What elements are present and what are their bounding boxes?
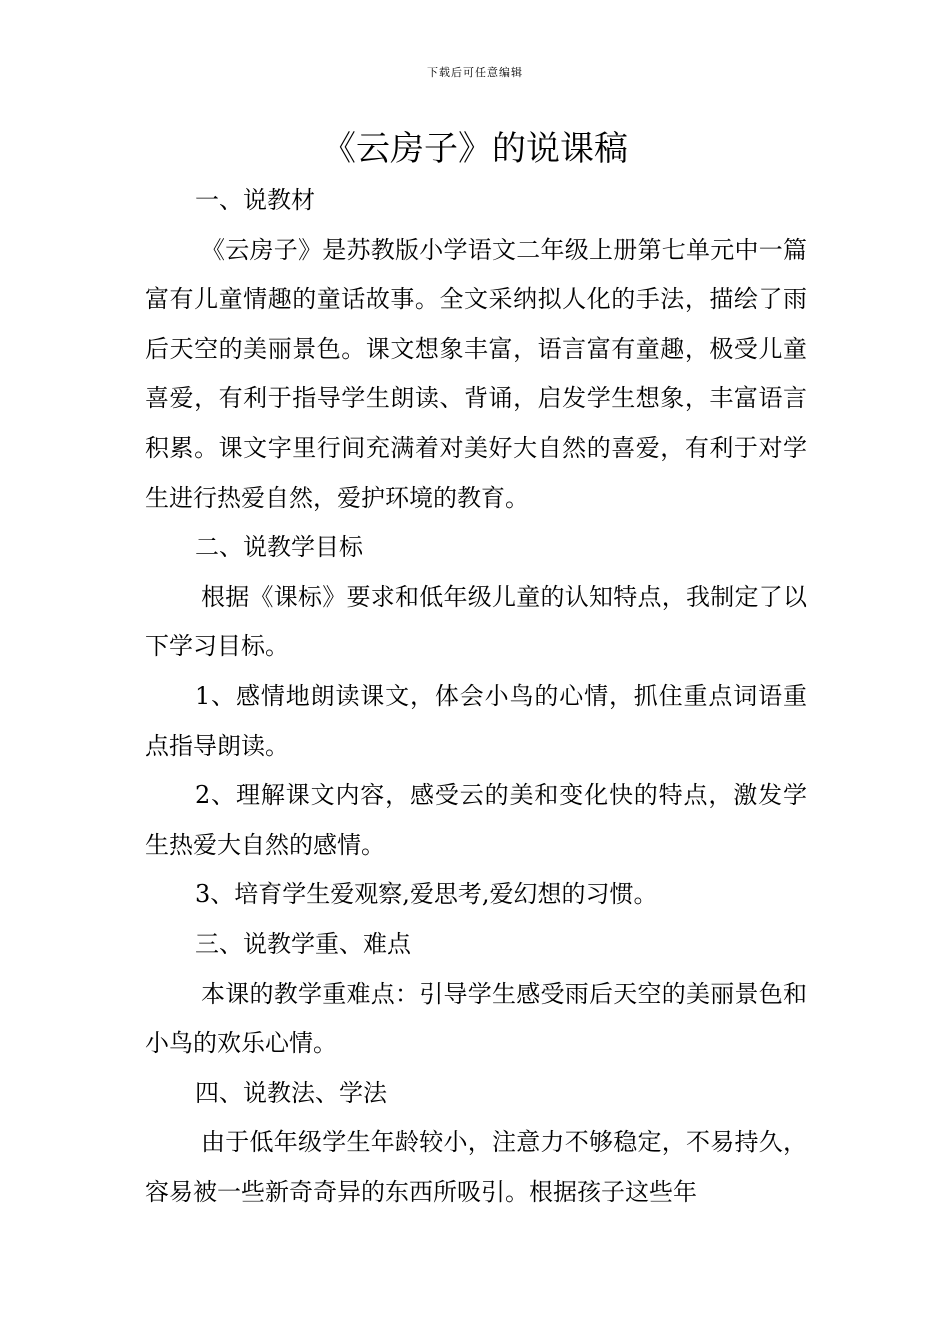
paragraph-goals-intro: 根据《课标》要求和低年级儿童的认知特点，我制定了以下学习目标。: [145, 582, 807, 661]
section-heading-textbook: 一、说教材: [195, 186, 315, 214]
paragraph-textbook-description: 《云房子》是苏教版小学语文二年级上册第七单元中一篇富有儿童情趣的童话故事。全文采纳拟人化的手法，描绘了雨后天空的美丽景色。课文想象丰富，语言富有童趣，极受儿童喜爱，有利于指导学生朗读、背诵，启发学生想象，丰富语言积累。课文字里行间充满着对美好大自然的喜爱，有利于对学生进行热爱自然，爱护环境的教育。: [145, 235, 807, 512]
section-heading-teaching-goals: 二、说教学目标: [195, 533, 363, 562]
goal-item-2: 2、理解课文内容，感受云的美和变化快的特点，激发学生热爱大自然的感情。: [145, 781, 807, 859]
header-note: 下载后可任意编辑: [427, 66, 523, 79]
paragraph-key-points: 本课的教学重难点：引导学生感受雨后天空的美丽景色和小鸟的欢乐心情。: [145, 979, 807, 1058]
document-title: 《云房子》的说课稿: [322, 129, 628, 169]
paragraph-methods: 由于低年级学生年龄较小，注意力不够稳定，不易持久，容易被一些新奇奇异的东西所吸引。根据孩子这些年: [145, 1128, 807, 1206]
section-heading-methods: 四、说教法、学法: [195, 1078, 387, 1107]
section-heading-key-points: 三、说教学重、难点: [195, 929, 411, 958]
goal-item-1: 1、感情地朗读课文，体会小鸟的心情，抓住重点词语重点指导朗读。: [145, 681, 807, 760]
document-body: [145, 176, 807, 1217]
goal-item-3: 3、培育学生爱观察,爱思考,爱幻想的习惯。: [195, 880, 658, 909]
